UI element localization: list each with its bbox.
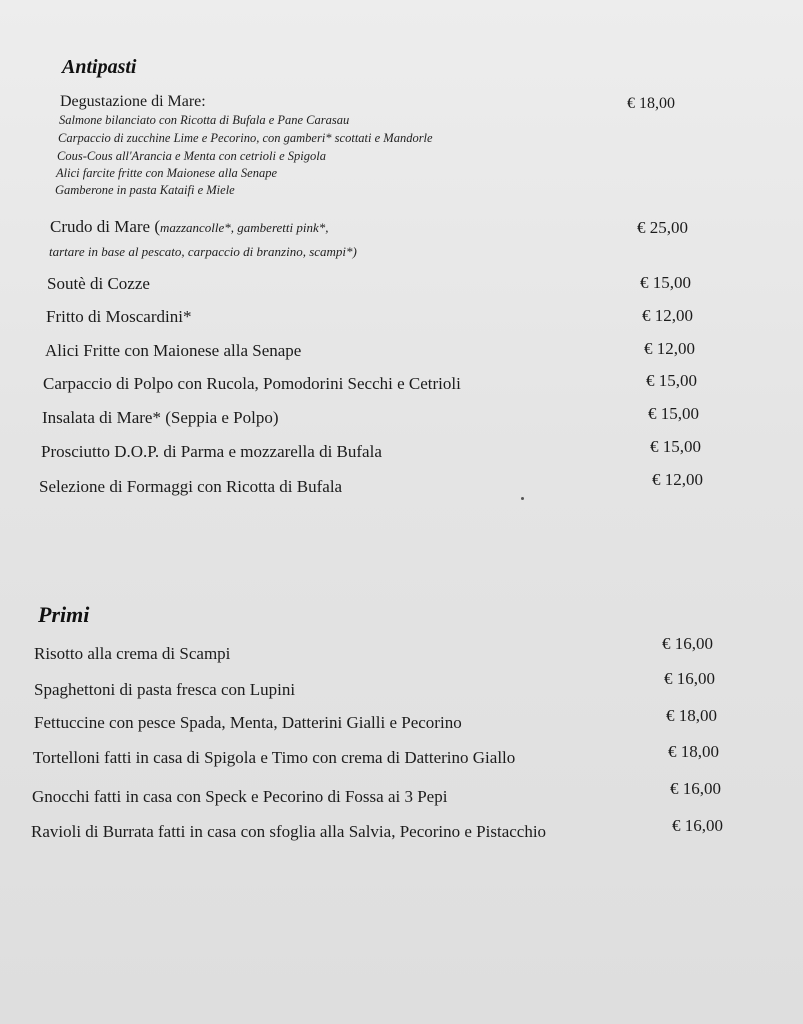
menu-item-name: Gnocchi fatti in casa con Speck e Pecorino di Fossa ai 3 Pepi	[32, 787, 448, 806]
menu-item-price: € 15,00	[646, 371, 697, 390]
degustazione-line: Alici farcite fritte con Maionese alla Senape	[56, 166, 278, 180]
menu-item-price: € 16,00	[672, 816, 723, 835]
menu-item-name: Ravioli di Burrata fatti in casa con sfoglia alla Salvia, Pecorino e Pistacchio	[31, 822, 547, 841]
menu-item-price: € 16,00	[664, 669, 715, 688]
menu-item-name: Spaghettoni di pasta fresca con Lupini	[34, 680, 296, 699]
menu-item-price: € 15,00	[640, 273, 691, 292]
section-title-antipasti: Antipasti	[62, 56, 137, 78]
menu-item-name: Carpaccio di Polpo con Rucola, Pomodorini Secchi e Cetrioli	[43, 374, 461, 393]
degustazione-line: Cous-Cous all'Arancia e Menta con cetrioli e Spigola	[57, 149, 326, 163]
menu-item-name: Fritto di Moscardini*	[46, 307, 192, 326]
menu-item-price: € 16,00	[670, 779, 721, 798]
menu-item-name: Risotto alla crema di Scampi	[34, 644, 231, 663]
crudo-title: Crudo di Mare (	[50, 217, 161, 236]
crudo-line-2: tartare in base al pescato, carpaccio di branzino, scampi*)	[49, 244, 357, 259]
menu-item-price: € 15,00	[648, 404, 699, 423]
menu-item-name: Insalata di Mare* (Seppia e Polpo)	[42, 408, 279, 427]
menu-item-price: € 12,00	[644, 339, 695, 358]
menu-item-price: € 18,00	[668, 742, 719, 761]
menu-item-name: Soutè di Cozze	[47, 274, 150, 293]
menu-item-crudo-name	[50, 217, 329, 237]
degustazione-line: Gamberone in pasta Kataifi e Miele	[55, 183, 235, 197]
stray-mark	[521, 497, 524, 500]
menu-item-name: Tortelloni fatti in casa di Spigola e Timo con crema di Datterino Giallo	[33, 748, 516, 767]
degustazione-line: Carpaccio di zucchine Lime e Pecorino, con gamberi* scottati e Mandorle	[58, 131, 433, 145]
menu-item-price: € 18,00	[666, 706, 717, 725]
menu-item-degustazione-price: € 18,00	[627, 95, 675, 112]
menu-item-name: Fettuccine con pesce Spada, Menta, Datterini Gialli e Pecorino	[34, 713, 462, 732]
menu-item-name: Alici Fritte con Maionese alla Senape	[45, 341, 302, 360]
degustazione-line: Salmone bilanciato con Ricotta di Bufala e Pane Carasau	[59, 113, 350, 127]
menu-item-name: Selezione di Formaggi con Ricotta di Bufala	[39, 477, 343, 496]
menu-item-name: Prosciutto D.O.P. di Parma e mozzarella di Bufala	[41, 442, 382, 461]
section-title-primi: Primi	[38, 602, 90, 627]
menu-item-crudo-price: € 25,00	[637, 218, 688, 237]
menu-item-price: € 16,00	[662, 634, 713, 653]
menu-item-price: € 12,00	[652, 470, 703, 489]
crudo-note: mazzancolle*, gamberetti pink*,	[160, 220, 329, 235]
menu-item-price: € 12,00	[642, 306, 693, 325]
menu-item-degustazione-name: Degustazione di Mare:	[60, 93, 206, 110]
menu-item-price: € 15,00	[650, 437, 701, 456]
